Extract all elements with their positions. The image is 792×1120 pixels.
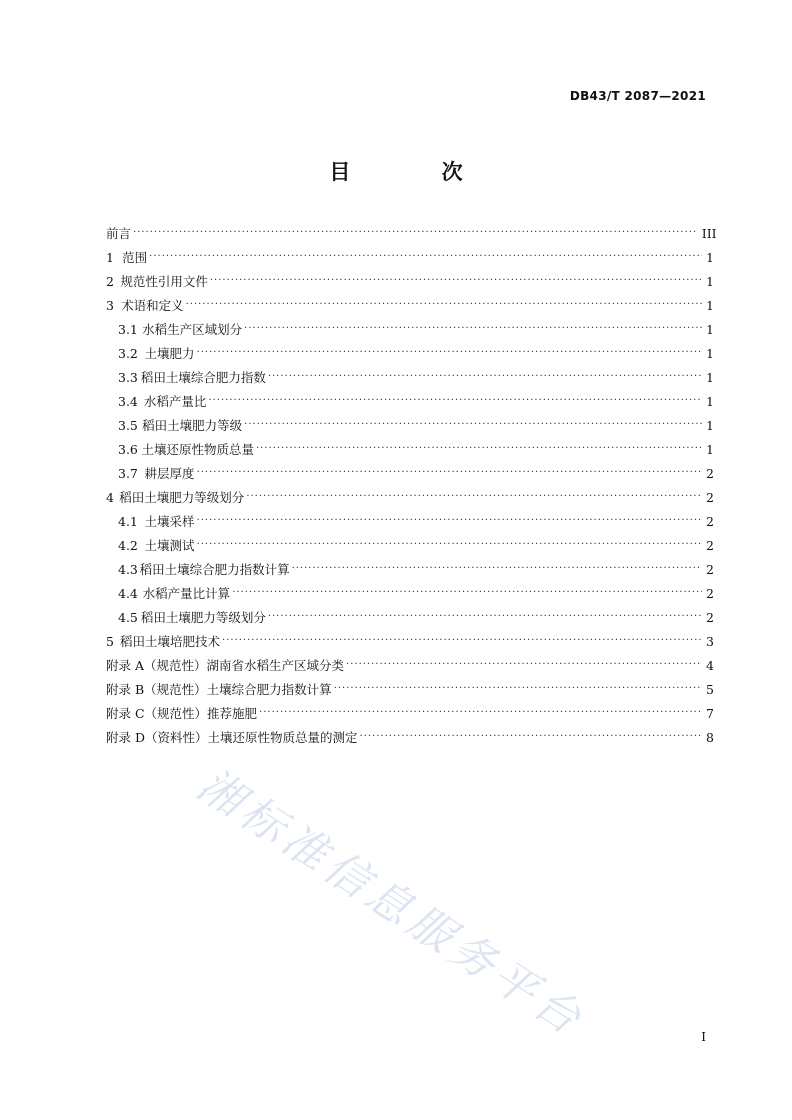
toc-entry-appendix-d[interactable]	[106, 726, 714, 750]
toc-entry-number: 1	[106, 250, 114, 265]
toc-entry-2[interactable]	[106, 270, 714, 294]
toc-leader-dots	[186, 293, 702, 317]
toc-leader-dots	[149, 245, 702, 269]
toc-entry-text: 耕层厚度	[144, 466, 195, 481]
toc-entry-number: 3.6	[118, 442, 138, 457]
toc-leader-dots	[292, 557, 702, 581]
toc-leader-dots	[268, 365, 702, 389]
toc-leader-dots	[268, 605, 702, 629]
toc-entry-3-4[interactable]	[106, 390, 714, 414]
toc-leader-dots	[197, 533, 702, 557]
toc-entry-page: 2	[706, 610, 714, 625]
toc-entry-3[interactable]	[106, 294, 714, 318]
toc-leader-dots	[210, 269, 702, 293]
toc-entry-page: 2	[706, 538, 714, 553]
toc-leader-dots	[346, 653, 702, 677]
page-title: 目 次	[329, 160, 505, 184]
toc-entry-number: 3.2	[118, 346, 138, 361]
toc-entry-page: 2	[706, 586, 714, 601]
toc-entry-page: 2	[706, 514, 714, 529]
toc-leader-dots	[222, 629, 702, 653]
toc-entry-number: 附录 C（规范性）	[106, 706, 208, 721]
table-of-contents	[106, 222, 717, 750]
toc-entry-page: 1	[706, 298, 714, 313]
page-number: I	[701, 1030, 706, 1044]
toc-entry-text: 水稻生产区域划分	[142, 322, 243, 337]
toc-leader-dots	[244, 413, 702, 437]
toc-entry-text: 术语和定义	[121, 298, 184, 313]
toc-entry-number: 3.5	[118, 418, 138, 433]
toc-entry-text: 稻田土壤肥力等级划分	[119, 490, 245, 505]
toc-entry-page: 2	[706, 490, 714, 505]
toc-entry-text: 水稻产量比	[143, 394, 207, 409]
toc-leader-dots	[259, 701, 702, 725]
toc-entry-text: 稻田土壤综合肥力指数	[140, 370, 266, 385]
toc-entry-4-4[interactable]	[106, 582, 714, 606]
toc-entry-3-3[interactable]	[106, 366, 714, 390]
toc-entry-text: 范围	[122, 250, 148, 265]
toc-entry-text: 土壤还原性物质总量	[141, 442, 254, 457]
toc-entry-3-5[interactable]	[106, 414, 714, 438]
toc-entry-5[interactable]	[106, 630, 714, 654]
toc-leader-dots	[256, 437, 702, 461]
toc-entry-text: 湖南省水稻生产区域分类	[206, 658, 345, 673]
toc-leader-dots	[197, 509, 702, 533]
toc-entry-text: 前言	[106, 226, 132, 241]
toc-entry-text: 土壤采样	[144, 514, 195, 529]
toc-entry-page: 8	[706, 730, 714, 745]
toc-entry-text: 土壤还原性物质总量的测定	[207, 730, 358, 745]
toc-entry-number: 5	[106, 634, 114, 649]
toc-entry-number: 4	[106, 490, 114, 505]
toc-leader-dots	[197, 461, 702, 485]
toc-entry-text: 规范性引用文件	[120, 274, 208, 289]
document-code: DB43/T 2087—2021	[569, 89, 706, 103]
toc-leader-dots	[133, 221, 698, 245]
toc-entry-number: 4.1	[118, 514, 138, 529]
toc-entry-page: 1	[706, 370, 714, 385]
toc-entry-page: 1	[706, 442, 714, 457]
toc-entry-text: 土壤综合肥力指数计算	[206, 682, 332, 697]
toc-entry-text: 稻田土壤肥力等级划分	[140, 610, 266, 625]
toc-leader-dots	[246, 485, 702, 509]
toc-entry-number: 4.4	[118, 586, 138, 601]
toc-leader-dots	[334, 677, 702, 701]
toc-entry-page: 1	[706, 346, 714, 361]
toc-entry-number: 3.4	[118, 394, 138, 409]
toc-leader-dots	[208, 389, 702, 413]
toc-entry-page: 5	[706, 682, 714, 697]
toc-leader-dots	[197, 341, 702, 365]
toc-entry-3-6[interactable]	[106, 438, 714, 462]
toc-entry-page: 1	[706, 418, 714, 433]
toc-entry-page: 1	[706, 274, 714, 289]
toc-entry-page: 1	[706, 322, 714, 337]
toc-entry-page: 4	[706, 658, 714, 673]
toc-entry-number: 4.2	[118, 538, 138, 553]
toc-entry-3-2[interactable]	[106, 342, 714, 366]
toc-entry-number: 4.3	[118, 562, 138, 577]
toc-entry-appendix-a[interactable]	[106, 654, 714, 678]
toc-entry-3-7[interactable]	[106, 462, 714, 486]
toc-entry-number: 2	[106, 274, 114, 289]
toc-entry-text: 稻田土壤肥力等级	[142, 418, 243, 433]
toc-entry-number: 附录 B（规范性）	[106, 682, 207, 697]
watermark: 湘标准信息服务平台	[188, 759, 594, 1048]
toc-entry-number: 3	[106, 298, 114, 313]
toc-entry-page: 1	[706, 250, 714, 265]
toc-entry-text: 稻田土壤综合肥力指数计算	[139, 562, 290, 577]
toc-entry-text: 土壤测试	[144, 538, 195, 553]
toc-entry-4-1[interactable]	[106, 510, 714, 534]
toc-entry-number: 附录 D（资料性）	[106, 730, 208, 745]
toc-entry-text: 稻田土壤培肥技术	[120, 634, 221, 649]
toc-entry-page: 7	[706, 706, 714, 721]
toc-entry-4-5[interactable]	[106, 606, 714, 630]
toc-entry-3-1[interactable]	[106, 318, 714, 342]
toc-entry-text: 推荐施肥	[207, 706, 258, 721]
toc-entry-page: 3	[706, 634, 714, 649]
toc-entry-text: 土壤肥力	[144, 346, 195, 361]
toc-entry-appendix-b[interactable]	[106, 678, 714, 702]
toc-entry-foreword[interactable]	[106, 222, 717, 246]
toc-leader-dots	[244, 317, 702, 341]
toc-entry-page: 1	[706, 394, 714, 409]
toc-entry-number: 3.7	[118, 466, 138, 481]
toc-entry-4-2[interactable]	[106, 534, 714, 558]
toc-entry-1[interactable]	[106, 246, 714, 270]
toc-entry-page: 2	[706, 562, 714, 577]
toc-entry-4-3[interactable]	[106, 558, 714, 582]
toc-entry-page: 2	[706, 466, 714, 481]
toc-entry-text: 水稻产量比计算	[142, 586, 231, 601]
toc-entry-number: 4.5	[118, 610, 138, 625]
toc-entry-number: 3.3	[118, 370, 138, 385]
toc-leader-dots	[232, 581, 702, 605]
toc-entry-page: III	[701, 226, 717, 241]
toc-leader-dots	[360, 725, 702, 749]
toc-entry-appendix-c[interactable]	[106, 702, 714, 726]
toc-entry-4[interactable]	[106, 486, 714, 510]
toc-entry-number: 附录 A（规范性）	[106, 658, 207, 673]
toc-entry-number: 3.1	[118, 322, 138, 337]
